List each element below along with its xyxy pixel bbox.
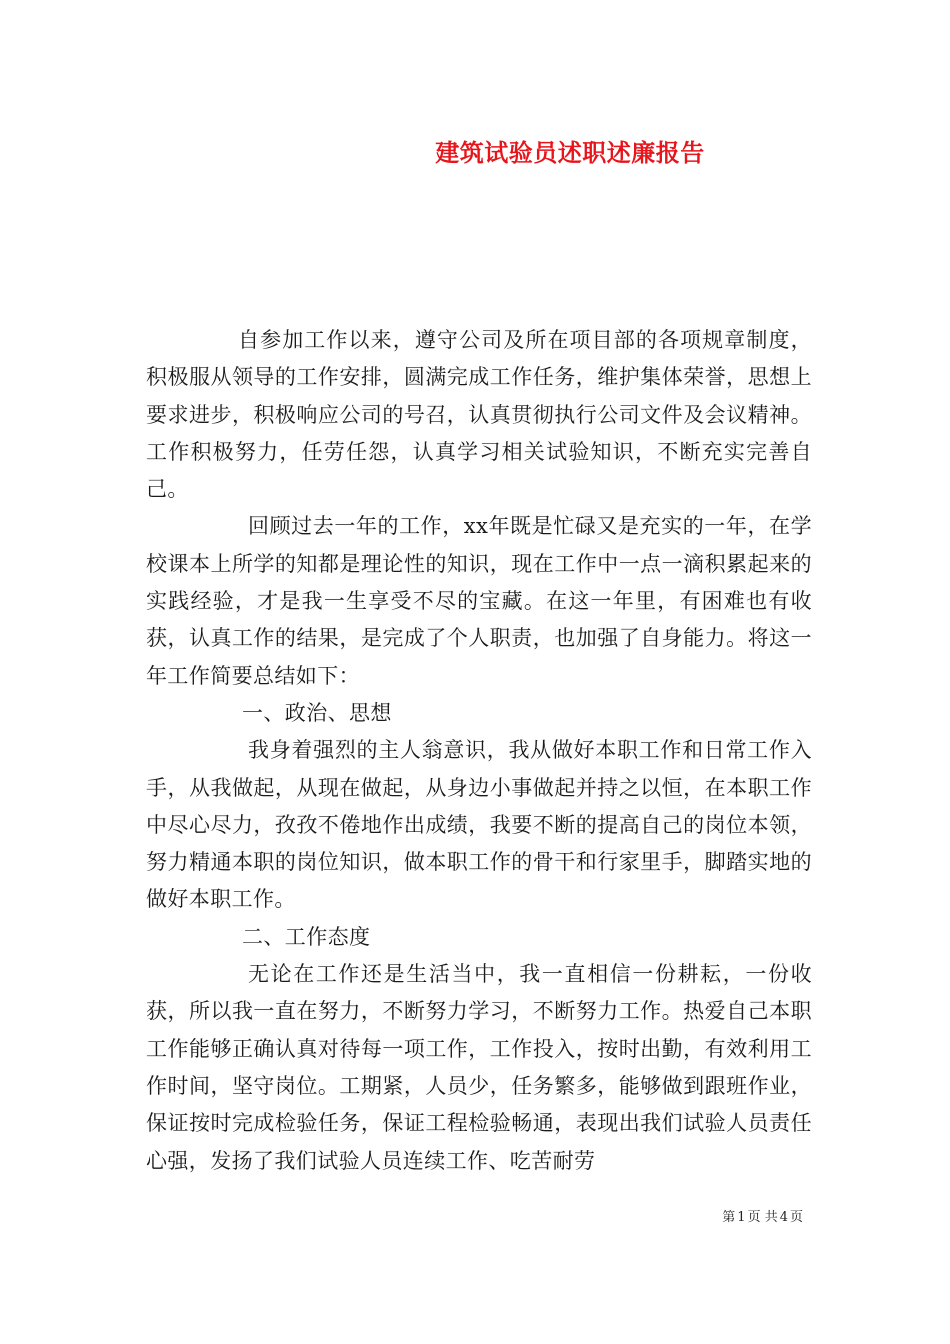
page-number-footer <box>721 1206 804 1225</box>
footer-page: 1 <box>737 1210 746 1225</box>
document-title: 建筑试验员述职述廉报告 <box>435 138 705 167</box>
footer-total: 4 <box>779 1210 788 1225</box>
paragraph-politics: 我身着强烈的主人翁意识，我从做好本职工作和日常工作入手，从我做起，从现在做起，从身边小事做起并持之以恒，在本职工作中尽心尽力，孜孜不倦地作出成绩，我要不断的提高自己的岗位本领，努力精通本职的岗位知识，做本职工作的骨干和行家里手，脚踏实地的做好本职工作。 <box>146 738 812 912</box>
paragraph-review: 回顾过去一年的工作，xx年既是忙碌又是充实的一年，在学校课本上所学的知都是理论性的知识，现在工作中一点一滴积累起来的实践经验，才是我一生享受不尽的宝藏。在这一年里，有困难也有收获，认真工作的结果，是完成了个人职责，也加强了自身能力。将这一年工作简要总结如下： <box>146 514 812 688</box>
section-heading-attitude: 二、工作态度 <box>242 924 371 949</box>
footer-suffix: 页 <box>789 1210 803 1225</box>
footer-middle: 页 共 <box>747 1210 778 1225</box>
document-body <box>146 322 812 1180</box>
section-heading-politics: 一、政治、思想 <box>242 700 392 725</box>
paragraph-intro: 自参加工作以来，遵守公司及所在项目部的各项规章制度，积极服从领导的工作安排，圆满完成工作任务，维护集体荣誉，思想上要求进步，积极响应公司的号召，认真贯彻执行公司文件及会议精神。工作积极努力，任劳任怨，认真学习相关试验知识，不断充实完善自己。 <box>146 328 812 502</box>
footer-prefix: 第 <box>722 1210 736 1225</box>
paragraph-attitude: 无论在工作还是生活当中，我一直相信一份耕耘，一份收获，所以我一直在努力，不断努力学习，不断努力工作。热爱自己本职工作能够正确认真对待每一项工作，工作投入，按时出勤，有效利用工作时间，坚守岗位。工期紧，人员少，任务繁多，能够做到跟班作业，保证按时完成检验任务，保证工程检验畅通，表现出我们试验人员责任心强，发扬了我们试验人员连续工作、吃苦耐劳 <box>146 962 812 1173</box>
